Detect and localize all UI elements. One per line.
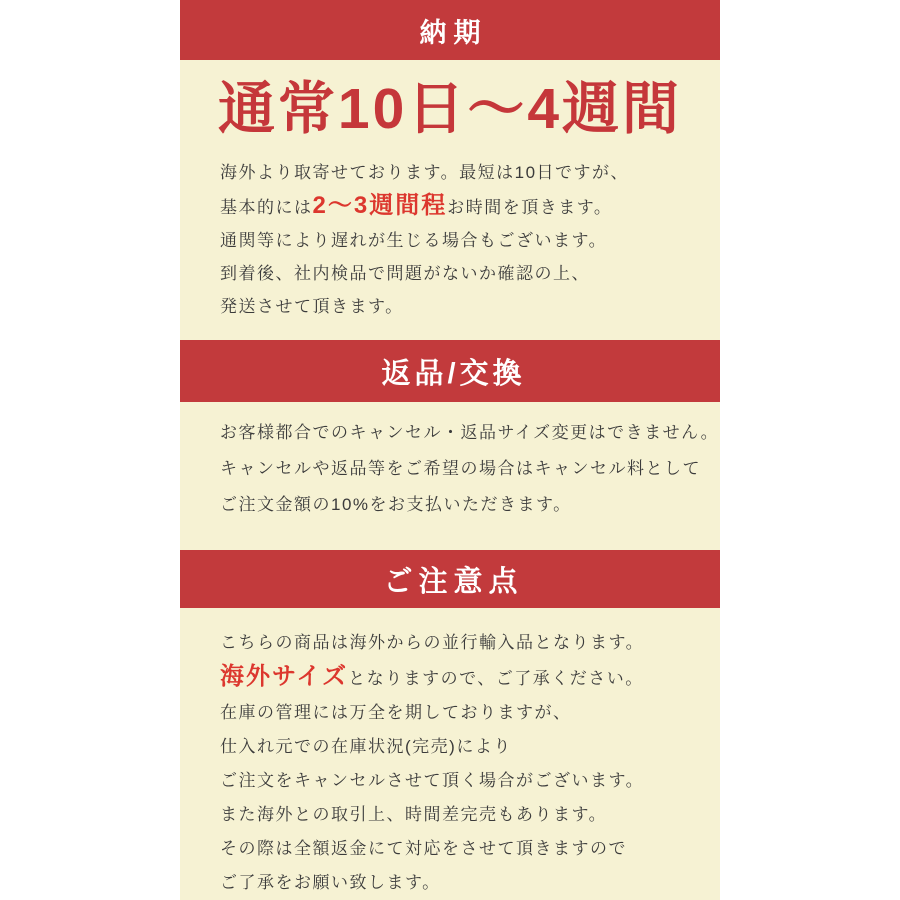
- section-body-delivery: [180, 60, 720, 340]
- section-header-delivery: [180, 0, 720, 60]
- section-header-caution: [180, 550, 720, 608]
- section-body-returns: [180, 402, 720, 550]
- caution-line: また海外との取引上、時間差完売もあります。: [220, 805, 608, 824]
- returns-line: ご注文金額の10%をお支払いただきます。: [220, 495, 572, 514]
- caution-line: 仕入れ元での在庫状況(完売)により: [220, 737, 512, 756]
- section-header-caution-label: ご注意点: [383, 565, 524, 598]
- delivery-line: 通関等により遅れが生じる場合もございます。: [220, 231, 608, 250]
- returns-line: お客様都合でのキャンセル・返品サイズ変更はできません。: [220, 423, 720, 442]
- delivery-time-title: 通常10日～4週間: [217, 77, 683, 141]
- returns-text: [180, 402, 720, 523]
- delivery-line: 到着後、社内検品で問題がないか確認の上、: [220, 264, 590, 283]
- caution-line: こちらの商品は海外からの並行輸入品となります。: [220, 633, 645, 652]
- caution-line: 在庫の管理には万全を期しておりますが、: [220, 703, 572, 722]
- delivery-emphasis-weeks: 2～3週間程: [312, 192, 448, 219]
- delivery-line: 海外より取寄せております。最短は10日ですが、: [220, 163, 630, 182]
- caution-line: ご了承をお願い致します。: [220, 873, 441, 892]
- section-header-returns: [180, 340, 720, 402]
- delivery-line: 発送させて頂きます。: [220, 297, 404, 316]
- product-info-graphic: [180, 0, 720, 900]
- caution-text: [180, 608, 720, 900]
- section-body-caution: [180, 608, 720, 900]
- section-header-delivery-label: 納期: [419, 17, 488, 48]
- delivery-line: 基本的には2～3週間程お時間を頂きます。: [220, 192, 613, 219]
- caution-line: その際は全額返金にて対応をさせて頂きますので: [220, 839, 627, 858]
- delivery-text: [180, 156, 720, 323]
- returns-line: キャンセルや返品等をご希望の場合はキャンセル料として: [220, 459, 701, 478]
- caution-line: ご注文をキャンセルさせて頂く場合がございます。: [220, 771, 645, 790]
- section-header-returns-label: 返品/交換: [381, 357, 526, 390]
- caution-line: 海外サイズとなりますので、ご了承ください。: [220, 663, 644, 690]
- caution-emphasis-overseas-size: 海外サイズ: [220, 663, 349, 690]
